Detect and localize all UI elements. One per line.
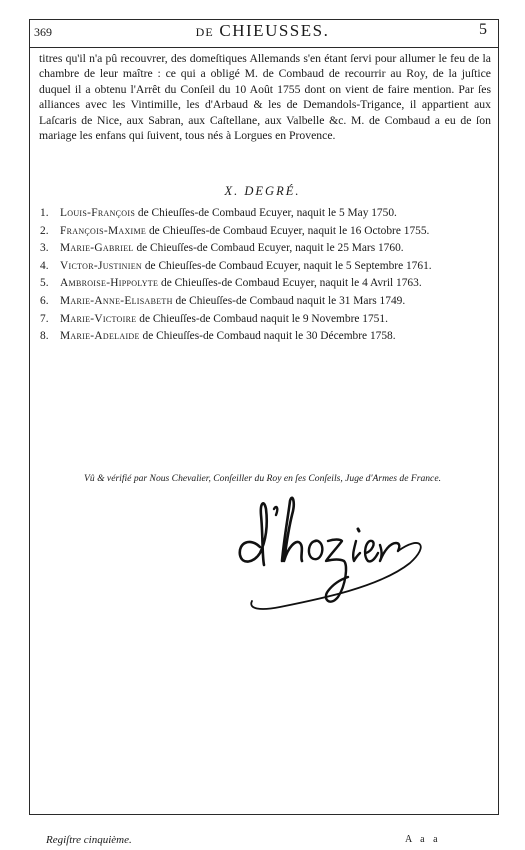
degree-heading: X. DEGRÉ. xyxy=(224,184,301,198)
entry-number: 1. xyxy=(40,207,49,219)
child-details: de Chieuſſes-de Combaud Ecuyer, naquit le 25 Mars 1760. xyxy=(133,242,404,255)
child-details: de Chieuſſes-de Combaud Ecuyer, naquit le 5 May 1750. xyxy=(135,207,397,219)
entry-number: 6. xyxy=(40,294,49,307)
child-name: Marie-Gabriel xyxy=(60,242,134,255)
child-entry xyxy=(40,259,492,274)
entry-number: 3. xyxy=(40,242,49,255)
child-details: de Chieuſſes-de Combaud naquit le 30 Décembre 1758. xyxy=(139,330,396,343)
header-rule xyxy=(29,47,499,48)
entry-number: 4. xyxy=(40,259,49,272)
child-entry xyxy=(40,241,492,256)
child-details: de Chieuſſes-de Combaud naquit le 9 Novembre 1751. xyxy=(136,312,388,325)
intro-paragraph: titres qu'il n'a pû recouvrer, des domeſtiques Allemands s'en étant ſervi pour allumer le feu de la chambre de leur maître : ce qui a obligé M. de Combaud de recourrir au Roy, de la juſtice duquel il a obtenu l'Arrêt du Conſeil du 10 Août 1755 dont on vient de faire mention. Par ſes alliances avec les Vintimille, les d'Arbaud & les de Demandols-Trigance, il appartient aux Laſcaris de Nice, aux Sabran, aux Caſtellane, aux Valbelle &c. M. de Combaud a eu de ſon mariage les enfans qui ſuivent, tous nés à Lorgues en Provence. xyxy=(39,52,491,143)
entry-number: 5. xyxy=(40,277,49,290)
child-entry xyxy=(40,276,492,291)
child-name: Louis-François xyxy=(60,207,136,219)
child-details: de Chieuſſes-de Combaud Ecuyer, naquit le 16 Octobre 1755. xyxy=(146,224,430,237)
entry-number: 8. xyxy=(40,330,49,343)
verification-note: Vû & vérifié par Nous Chevalier, Conſeiller du Roy en ſes Conſeils, Juge d'Armes de France. xyxy=(84,473,441,484)
child-details: de Chieuſſes-de Combaud Ecuyer, naquit le 5 Septembre 1761. xyxy=(142,259,432,272)
child-name: Victor-Justinien xyxy=(60,259,142,272)
register-note: Regiſtre cinquième. xyxy=(46,834,132,846)
page-title xyxy=(0,21,525,41)
page-number: 369 xyxy=(34,25,52,39)
child-entry xyxy=(40,312,492,327)
section-number: 5 xyxy=(479,21,487,38)
entry-number: 2. xyxy=(40,224,49,237)
title-prefix: DE xyxy=(195,25,214,39)
child-name: Marie-Victoire xyxy=(60,312,137,325)
child-name: Ambroise-Hippolyte xyxy=(60,277,159,290)
child-details: de Chieuſſes-de Combaud naquit le 31 Mars 1749. xyxy=(172,294,406,307)
title-text: CHIEUSSES. xyxy=(219,21,330,40)
child-entry xyxy=(40,329,492,344)
child-name: François-Maxime xyxy=(60,224,147,237)
child-entry xyxy=(40,294,492,309)
children-list xyxy=(40,206,492,347)
child-entry xyxy=(40,206,492,221)
child-entry xyxy=(40,224,492,239)
handwritten-signature xyxy=(230,495,445,615)
child-name: Marie-Adelaide xyxy=(60,330,140,343)
entry-number: 7. xyxy=(40,312,49,325)
child-name: Marie-Anne-Elisabeth xyxy=(60,294,173,307)
child-details: de Chieuſſes-de Combaud Ecuyer, naquit le 4 Avril 1763. xyxy=(158,277,422,290)
signature-mark: A a a xyxy=(405,834,441,845)
